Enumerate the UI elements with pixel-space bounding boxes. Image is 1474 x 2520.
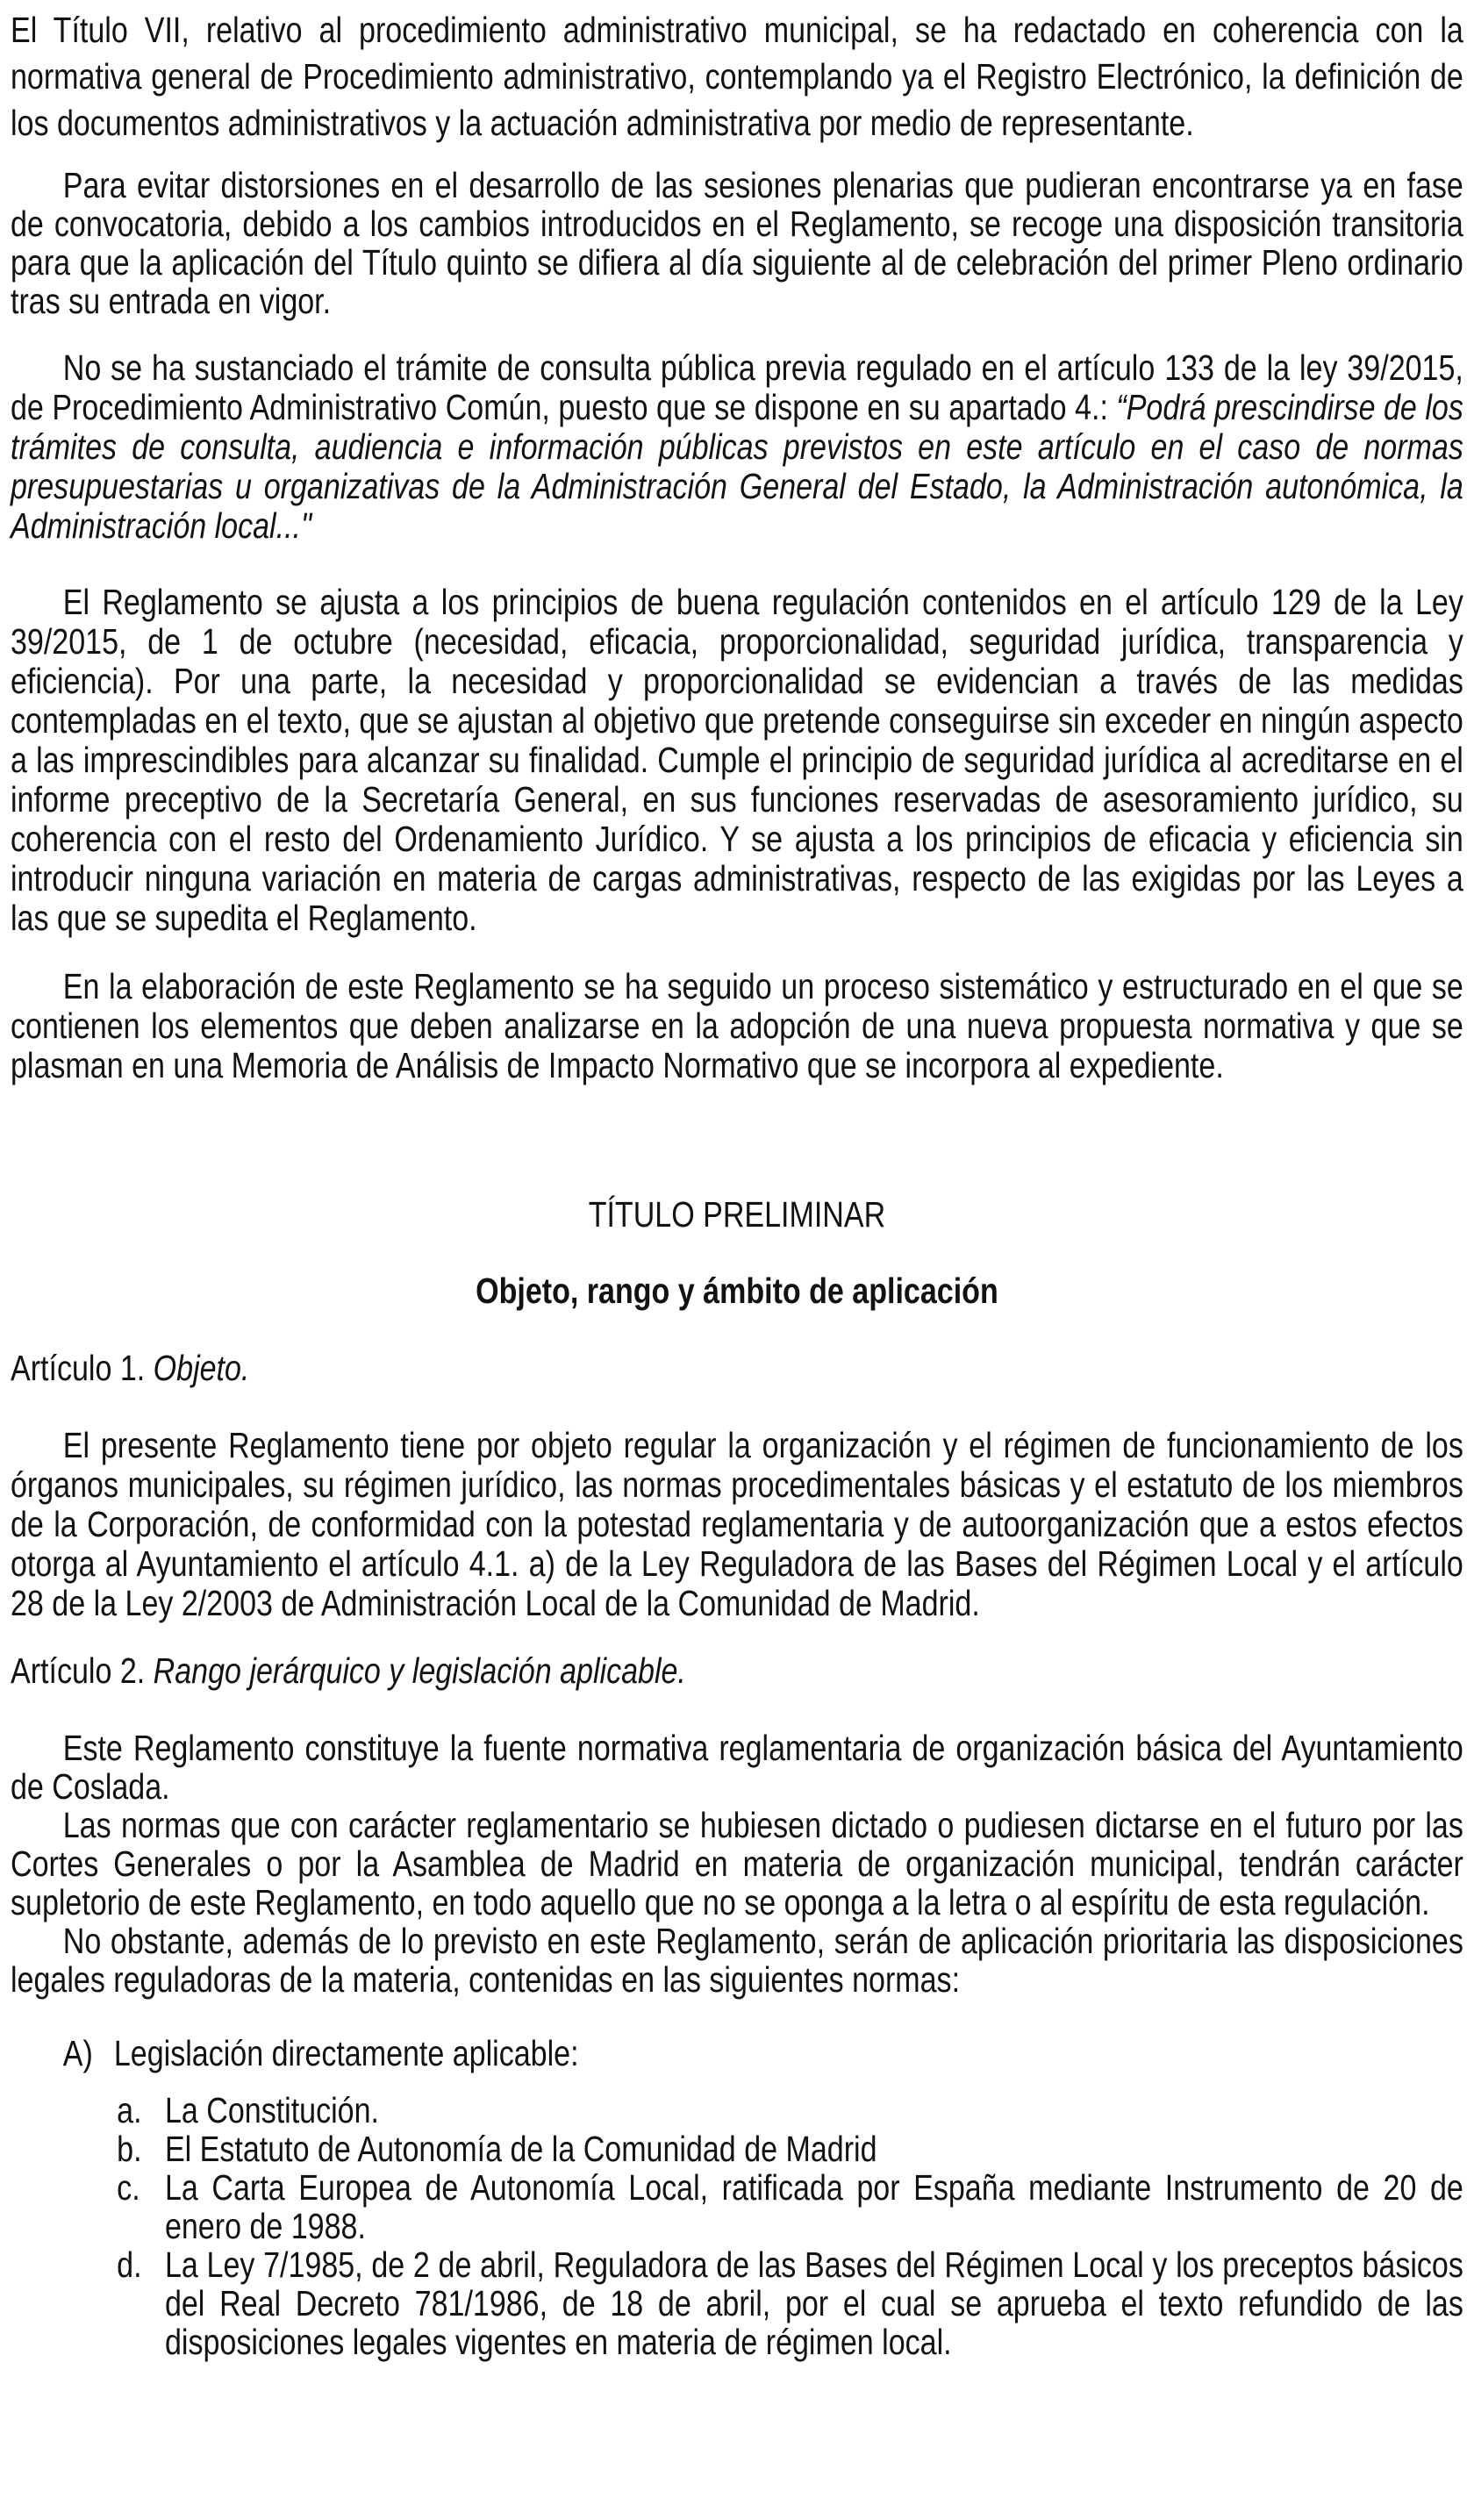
paragraph-elaboracion: En la elaboración de este Reglamento se ha seguido un proceso sistemático y estructurado en el que se contienen los elementos que deben analizarse en la adopción de una nueva propuesta normativa y que se plasman en una Memoria de Análisis de Impacto Normativo que se incorpora al expediente. bbox=[11, 966, 1463, 1085]
articulo-1-heading bbox=[11, 1349, 1463, 1388]
articulo-2-heading bbox=[11, 1651, 1463, 1691]
list-a-title: Legislación directamente aplicable: bbox=[113, 2033, 579, 2073]
paragraph-distorsiones: Para evitar distorsiones en el desarrollo de las sesiones plenarias que pudieran encontrarse ya en fase de convocatoria, debido a los cambios introducidos en el Reglamento, se recoge una disposición transitoria para que la aplicación del Título quinto se difiera al día siguiente al de celebración del primer Pleno ordinario tras su entrada en vigor. bbox=[11, 165, 1463, 321]
list-item-c-label: c. bbox=[117, 2167, 140, 2208]
list-item-b-text: El Estatuto de Autonomía de la Comunidad de Madrid bbox=[164, 2129, 877, 2169]
list-item-a-text: La Constitución. bbox=[164, 2090, 379, 2130]
chapter-title-heading: Objeto, rango y ámbito de aplicación bbox=[476, 1271, 998, 1311]
articulo-2-title: Rango jerárquico y legislación aplicable. bbox=[153, 1650, 686, 1691]
consulta-intro-text: No se ha sustanciado el trámite de consulta pública previa regulado en el artículo 133 de la ley 39/2015, de Procedimiento Administrativo Común, puesto que se dispone en su apartado 4.: bbox=[11, 347, 1463, 427]
list-a-label: A) bbox=[62, 2033, 93, 2073]
list-item-c-text: La Carta Europea de Autonomía Local, ratificada por España mediante Instrumento de 20 de enero de 1988. bbox=[164, 2167, 1463, 2246]
list-item-d-text: La Ley 7/1985, de 2 de abril, Reguladora de las Bases del Régimen Local y los preceptos básicos del Real Decreto 781/1986, de 18 de abril, por el cual se aprueba el texto refundido de las disposiciones legales vigentes en materia de régimen local. bbox=[164, 2244, 1463, 2362]
articulo-2-label: Artículo 2. bbox=[11, 1650, 154, 1691]
paragraph-consulta bbox=[11, 348, 1463, 546]
list-item-d-label: d. bbox=[117, 2244, 142, 2285]
text-column bbox=[11, 7, 1463, 2361]
paragraph-objeto: El presente Reglamento tiene por objeto regular la organización y el régimen de funcionamiento de los órganos municipales, su régimen jurídico, las normas procedimentales básicas y el estatuto de los miembros de la Corporación, de conformidad con la potestad reglamentaria y de autoorganización que a estos efectos otorga al Ayuntamiento el artículo 4.1. a) de la Ley Reguladora de las Bases del Régimen Local y el artículo 28 de la Ley 2/2003 de Administración Local de la Comunidad de Madrid. bbox=[11, 1425, 1463, 1623]
articulo-1-label: Artículo 1. bbox=[11, 1348, 154, 1388]
list-item-a-label: a. bbox=[117, 2090, 142, 2130]
paragraph-titulo-vii: El Título VII, relativo al procedimiento administrativo municipal, se ha redactado en coherencia con la normativa general de Procedimiento administrativo, contemplando ya el Registro Electrónico, la definición de los documentos administrativos y la actuación administrativa por medio de representante. bbox=[11, 10, 1463, 143]
paragraph-no-obstante: No obstante, además de lo previsto en este Reglamento, serán de aplicación prioritaria las disposiciones legales reguladoras de la materia, contenidas en las siguientes normas: bbox=[11, 1921, 1463, 2000]
list-item-d bbox=[11, 2245, 1463, 2361]
list-item-c bbox=[11, 2168, 1463, 2245]
articulo-1-title: Objeto. bbox=[153, 1348, 250, 1388]
paragraph-fuente: Este Reglamento constituye la fuente normativa reglamentaria de organización básica del Ayuntamiento de Coslada. bbox=[11, 1728, 1463, 1807]
list-item-a bbox=[11, 2091, 1463, 2130]
list-a-heading bbox=[11, 2034, 1463, 2073]
titulo-preliminar-heading: TÍTULO PRELIMINAR bbox=[588, 1194, 886, 1235]
list-item-b-label: b. bbox=[117, 2129, 142, 2169]
paragraph-normas: Las normas que con carácter reglamentario se hubiesen dictado o pudiesen dictarse en el futuro por las Cortes Generales o por la Asamblea de Madrid en materia de organización municipal, tendrán carácter supletorio de este Reglamento, en todo aquello que no se oponga a la letra o al espíritu de esta regulación. bbox=[11, 1805, 1463, 1922]
list-item-b bbox=[11, 2130, 1463, 2168]
consulta-quote-text: “Podrá prescindirse de los trámites de consulta, audiencia e información públicas previstos en este artículo en el caso de normas presupuestarias u organizativas de la Administración General del Estado, la Administración autonómica, la Administración local..." bbox=[11, 387, 1463, 546]
paragraph-principios: El Reglamento se ajusta a los principios de buena regulación contenidos en el artículo 129 de la Ley 39/2015, de 1 de octubre (necesidad, eficacia, proporcionalidad, seguridad jurídica, transparencia y eficiencia). Por una parte, la necesidad y proporcionalidad se evidencian a través de las medidas contempladas en el texto, que se ajustan al objetivo que pretende conseguirse sin exceder en ningún aspecto a las imprescindibles para alcanzar su finalidad. Cumple el principio de seguridad jurídica al acreditarse en el informe preceptivo de la Secretaría General, en sus funciones reservadas de asesoramiento jurídico, su coherencia con el resto del Ordenamiento Jurídico. Y se ajusta a los principios de eficacia y eficiencia sin introducir ninguna variación en materia de cargas administrativas, respecto de las exigidas por las Leyes a las que se supedita el Reglamento. bbox=[11, 582, 1463, 938]
